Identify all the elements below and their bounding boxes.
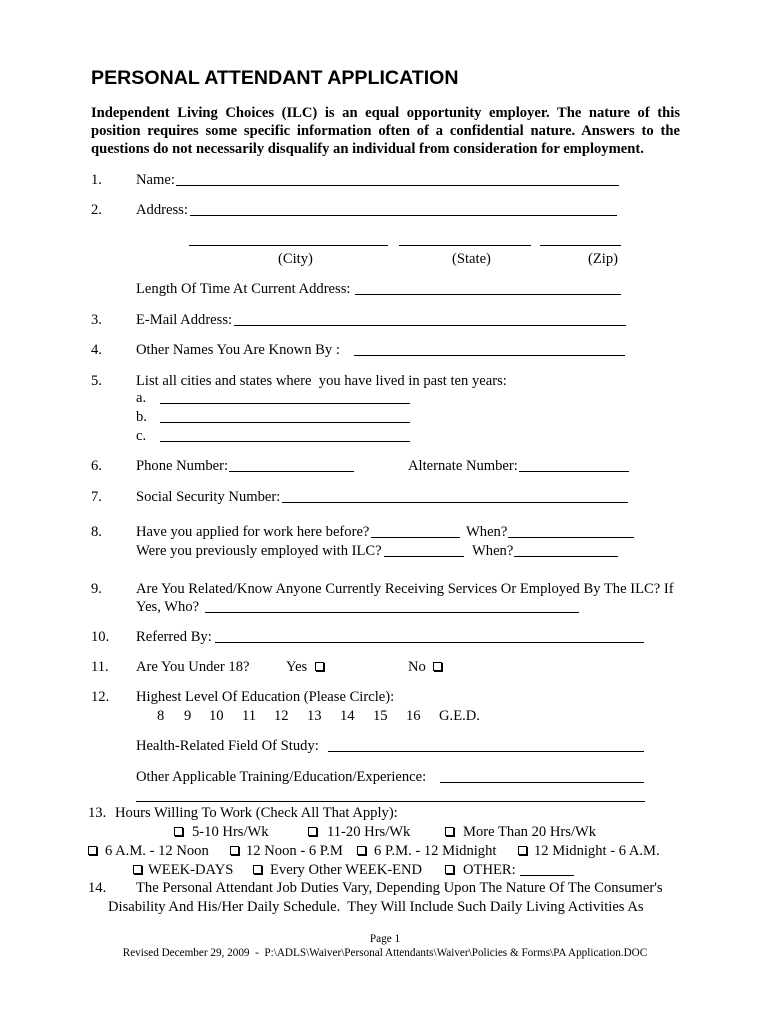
residence-field-b[interactable] xyxy=(160,422,410,423)
ssn-field[interactable] xyxy=(282,502,628,503)
other-hours-checkbox[interactable] xyxy=(445,865,454,874)
hours-shift-options-row xyxy=(0,842,770,860)
education-level-option[interactable]: 15 xyxy=(373,708,388,724)
shift-option-label: 6 A.M. - 12 Noon xyxy=(105,843,209,859)
education-level-option[interactable]: 13 xyxy=(307,708,322,724)
state-label: (State) xyxy=(452,251,491,267)
education-level-option[interactable]: 11 xyxy=(242,708,257,724)
item-7-ssn-row xyxy=(0,488,770,506)
hours-label: Hours Willing To Work (Check All That Apply): xyxy=(115,805,398,821)
training-label: Other Applicable Training/Education/Experience: xyxy=(136,769,427,785)
field-of-study-label: Health-Related Field Of Study: xyxy=(136,738,319,754)
residences-label: List all cities and states where you have lived in past ten years: xyxy=(136,373,507,389)
other-names-label: Other Names You Are Known By : xyxy=(136,342,340,358)
page-number: Page 1 xyxy=(369,933,401,945)
hours-day-options-row xyxy=(0,861,770,879)
day-option-label: OTHER: xyxy=(463,862,516,878)
residence-marker: a. xyxy=(136,390,147,406)
residence-entry-b xyxy=(0,408,770,426)
shift-option-label: 12 Midnight - 6 A.M. xyxy=(534,843,660,859)
item-number: 4. xyxy=(91,342,102,358)
applied-before-field[interactable] xyxy=(371,537,460,538)
item-number: 2. xyxy=(91,202,102,218)
hours-11-20-checkbox[interactable] xyxy=(308,827,317,836)
field-of-study-field[interactable] xyxy=(328,751,644,752)
state-field[interactable] xyxy=(399,245,531,246)
item-number: 14. xyxy=(88,880,107,896)
alternate-phone-field[interactable] xyxy=(519,471,629,472)
shift-option-label: 6 P.M. - 12 Midnight xyxy=(374,843,497,859)
address-label: Address: xyxy=(136,202,188,218)
residence-entry-a xyxy=(0,389,770,407)
relations-who-field[interactable] xyxy=(205,612,579,613)
address-duration-label: Length Of Time At Current Address: xyxy=(136,281,351,297)
zip-label: (Zip) xyxy=(588,251,618,267)
item-number: 6. xyxy=(91,458,102,474)
applied-before-label: Have you applied for work here before? xyxy=(136,524,370,540)
relations-who-label: Yes, Who? xyxy=(136,599,200,615)
residence-field-c[interactable] xyxy=(160,441,410,442)
education-level-option[interactable]: G.E.D. xyxy=(439,708,480,724)
day-option-label: Every Other WEEK-END xyxy=(270,862,423,878)
residence-marker: c. xyxy=(136,428,147,444)
city-state-zip-labels-row xyxy=(0,250,770,268)
item-5-residences-row xyxy=(0,372,770,390)
phone-field[interactable] xyxy=(229,471,354,472)
shift-overnight-checkbox[interactable] xyxy=(518,846,527,855)
name-field[interactable] xyxy=(176,185,619,186)
employed-when-label: When? xyxy=(472,543,514,559)
education-level-option[interactable]: 12 xyxy=(274,708,289,724)
training-row xyxy=(0,768,770,786)
item-number: 10. xyxy=(91,629,110,645)
applied-when-label: When? xyxy=(466,524,508,540)
item-4-other-names-row xyxy=(0,341,770,359)
education-label: Highest Level Of Education (Please Circle): xyxy=(136,689,395,705)
duties-text-line-2: Disability And His/Her Daily Schedule. They Will Include Such Daily Living Activities As xyxy=(108,899,644,915)
applied-when-field[interactable] xyxy=(508,537,634,538)
residence-marker: b. xyxy=(136,409,147,425)
no-label: No xyxy=(408,659,426,675)
intro-line-3: questions do not necessarily disqualify an individual from consideration for employment. xyxy=(91,141,644,157)
under-18-no-checkbox[interactable] xyxy=(433,662,442,671)
item-8-employed-row xyxy=(0,542,770,560)
intro-line-2: position requires some specific information often of a confidential nature. Answers to the xyxy=(91,123,680,139)
item-8-applied-row xyxy=(0,523,770,541)
education-level-option[interactable]: 16 xyxy=(406,708,421,724)
item-12-education-row xyxy=(0,688,770,706)
hours-weekly-options-row xyxy=(0,823,770,841)
address-duration-row xyxy=(0,280,770,298)
item-2-address-row xyxy=(0,201,770,219)
field-of-study-row xyxy=(0,737,770,755)
address-field[interactable] xyxy=(190,215,617,216)
city-field[interactable] xyxy=(189,245,388,246)
item-14-duties-row xyxy=(0,879,770,897)
duties-continuation-row xyxy=(0,898,770,916)
weekdays-checkbox[interactable] xyxy=(133,865,142,874)
item-13-hours-row xyxy=(0,804,770,822)
yes-label: Yes xyxy=(286,659,308,675)
relations-question: Are You Related/Know Anyone Currently Receiving Services Or Employed By The ILC? If xyxy=(136,581,674,597)
name-label: Name: xyxy=(136,172,175,188)
education-level-option[interactable]: 14 xyxy=(340,708,355,724)
item-number: 3. xyxy=(91,312,102,328)
training-field[interactable] xyxy=(440,782,644,783)
referred-by-field[interactable] xyxy=(215,642,644,643)
item-number: 8. xyxy=(91,524,102,540)
intro-line-1: Independent Living Choices (ILC) is an equal opportunity employer. The nature of this xyxy=(91,105,680,121)
hours-option-label: 5-10 Hrs/Wk xyxy=(192,824,269,840)
item-number: 9. xyxy=(91,581,102,597)
hours-more-than-20-checkbox[interactable] xyxy=(445,827,454,836)
ssn-label: Social Security Number: xyxy=(136,489,281,505)
item-number: 11. xyxy=(91,659,109,675)
city-state-zip-row xyxy=(0,231,770,249)
item-number: 5. xyxy=(91,373,102,389)
employed-when-field[interactable] xyxy=(514,556,618,557)
employed-before-field[interactable] xyxy=(384,556,464,557)
day-option-label: WEEK-DAYS xyxy=(148,862,234,878)
city-label: (City) xyxy=(278,251,313,267)
item-3-email-row xyxy=(0,311,770,329)
residence-field-a[interactable] xyxy=(160,403,410,404)
residence-entry-c xyxy=(0,427,770,445)
under-18-yes-checkbox[interactable] xyxy=(315,662,324,671)
training-continuation-row xyxy=(0,787,770,805)
training-continuation-field[interactable] xyxy=(136,801,645,802)
page-title: PERSONAL ATTENDANT APPLICATION xyxy=(91,67,459,89)
relations-follow-up-row xyxy=(0,598,770,616)
shift-afternoon-checkbox[interactable] xyxy=(230,846,239,855)
hours-option-label: 11-20 Hrs/Wk xyxy=(327,824,411,840)
education-level-option[interactable]: 10 xyxy=(209,708,224,724)
item-number: 12. xyxy=(91,689,110,705)
item-11-age-row xyxy=(0,658,770,676)
item-number: 7. xyxy=(91,489,102,505)
other-names-field[interactable] xyxy=(354,355,625,356)
shift-morning-checkbox[interactable] xyxy=(88,846,97,855)
item-number: 13. xyxy=(88,805,107,821)
item-6-phone-row xyxy=(0,457,770,475)
education-levels-row xyxy=(0,707,770,725)
education-level-option[interactable]: 9 xyxy=(184,708,192,724)
alternate-phone-label: Alternate Number: xyxy=(408,458,518,474)
item-number: 1. xyxy=(91,172,102,188)
item-1-name-row xyxy=(0,171,770,189)
email-field[interactable] xyxy=(234,325,626,326)
zip-field[interactable] xyxy=(540,245,621,246)
email-label: E-Mail Address: xyxy=(136,312,233,328)
hours-option-label: More Than 20 Hrs/Wk xyxy=(463,824,597,840)
under-18-label: Are You Under 18? xyxy=(136,659,250,675)
shift-evening-checkbox[interactable] xyxy=(357,846,366,855)
shift-option-label: 12 Noon - 6 P.M xyxy=(246,843,343,859)
referred-by-label: Referred By: xyxy=(136,629,212,645)
phone-label: Phone Number: xyxy=(136,458,229,474)
duties-text-line-1: The Personal Attendant Job Duties Vary, Depending Upon The Nature Of The Consumer's xyxy=(136,880,663,896)
item-10-referral-row xyxy=(0,628,770,646)
education-level-option[interactable]: 8 xyxy=(157,708,165,724)
other-hours-field[interactable] xyxy=(520,875,574,876)
employed-before-label: Were you previously employed with ILC? xyxy=(136,543,382,559)
every-other-weekend-checkbox[interactable] xyxy=(253,865,262,874)
hours-5-10-checkbox[interactable] xyxy=(174,827,183,836)
revision-note: Revised December 29, 2009 - P:\ADLS\Waiver\Personal Attendants\Waiver\Policies & Forms\PA Application.DOC xyxy=(122,947,648,959)
address-duration-field[interactable] xyxy=(355,294,621,295)
item-9-relations-row xyxy=(0,580,770,598)
